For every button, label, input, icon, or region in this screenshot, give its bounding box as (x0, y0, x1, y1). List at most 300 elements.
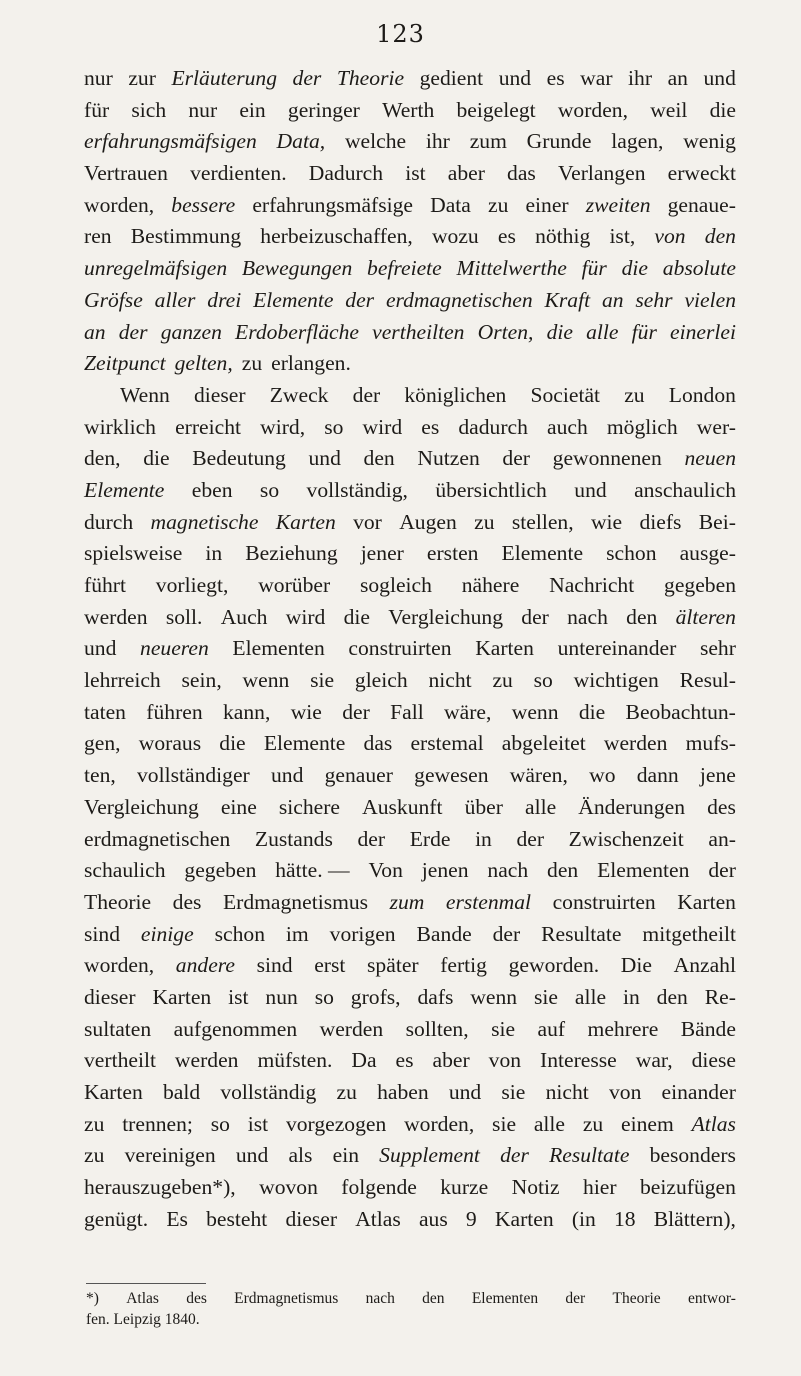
word: wovon (259, 1175, 318, 1200)
word: zu (241, 351, 263, 376)
word: sie (310, 668, 335, 693)
word: Karten (475, 636, 534, 661)
text-line (84, 792, 736, 824)
footnote-line (86, 1288, 736, 1309)
word: Erdmagnetismus (222, 889, 369, 914)
word: dafs (417, 984, 454, 1009)
word: diefs (639, 509, 682, 534)
word: Theorie (336, 66, 405, 90)
word: gegeben (184, 858, 257, 883)
word: sogleich (359, 573, 432, 597)
word: Augen (399, 509, 457, 534)
word: werden (603, 731, 668, 756)
word: stellen, (511, 509, 574, 534)
word: auch (547, 414, 588, 439)
word: wenn (511, 699, 559, 724)
text-line (84, 728, 736, 760)
footnote-word: Theorie (612, 1290, 661, 1307)
text-line (84, 1014, 736, 1046)
word: dieser (194, 382, 246, 407)
word: Beziehung (245, 541, 338, 566)
word: Karten (275, 509, 336, 534)
word: Beobachtun- (625, 699, 736, 724)
word: Resul- (679, 668, 736, 693)
word: Societät (530, 382, 601, 407)
word: genauer (324, 763, 393, 788)
page-number: 123 (376, 20, 425, 48)
word: sehr (699, 636, 736, 661)
word: Karten (494, 1206, 554, 1231)
word: besteht (206, 1206, 268, 1231)
word: der (342, 699, 370, 724)
word: gen, (84, 731, 121, 756)
word: welche (344, 129, 407, 154)
footnote (86, 1288, 736, 1330)
word: gewesen (414, 763, 489, 788)
word: erdmagnetischen (385, 287, 533, 312)
word: andere (175, 953, 235, 978)
word: das (507, 161, 536, 186)
word: sichere (278, 794, 341, 819)
word: Werth (382, 97, 435, 122)
word: nur (84, 66, 113, 90)
word: sein, (181, 668, 222, 693)
word: des (707, 794, 736, 819)
word: wären, (509, 763, 568, 788)
word: construirten (348, 636, 452, 661)
footnote-word: des (186, 1290, 207, 1307)
word: woraus (138, 731, 202, 756)
word: aber (447, 161, 485, 186)
word: zu (84, 1143, 105, 1168)
word: ten, (84, 763, 116, 788)
word: Nachricht (549, 573, 635, 597)
word: sich (131, 97, 167, 122)
word: es (421, 414, 440, 439)
word: worden, (84, 953, 155, 978)
word: übersichtlich (435, 477, 547, 502)
word: wie (290, 699, 322, 724)
word: verdienten. (190, 161, 287, 186)
word: wird, (260, 414, 306, 439)
word: zu (624, 382, 645, 407)
word: sehr (635, 287, 673, 312)
word: nicht (428, 668, 472, 693)
word: kann, (222, 699, 271, 724)
word: ihr (425, 129, 450, 154)
word: zum (389, 889, 425, 914)
word: die (219, 731, 246, 756)
word: spielsweise (84, 541, 183, 566)
word: Theorie (84, 889, 152, 914)
word: einerlei (670, 319, 736, 344)
word: einer (525, 192, 569, 217)
word: folgende (341, 1175, 417, 1200)
word: Bände (680, 1016, 736, 1041)
text-line (84, 126, 736, 158)
word: einem (621, 1111, 674, 1136)
word: haben (377, 1080, 429, 1104)
word: Data (430, 192, 471, 217)
word: Erde (409, 826, 451, 851)
word: war, (635, 1048, 673, 1073)
word: Bande (416, 921, 472, 946)
text-line (84, 919, 736, 951)
word: Grunde (526, 129, 592, 154)
word: schaulich (84, 858, 166, 883)
word: wenn (242, 668, 290, 693)
word: der (516, 826, 545, 851)
word: zu (474, 509, 495, 534)
word: und (498, 66, 532, 90)
word: Elementen (597, 858, 690, 883)
word: durch (84, 509, 134, 534)
word: gelten, (174, 351, 233, 376)
text-line (84, 665, 736, 697)
word: Zwischenzeit (568, 826, 684, 851)
word: die (709, 97, 736, 122)
body-text (84, 63, 736, 1235)
word: neuen (684, 446, 736, 471)
word: an (667, 66, 688, 90)
word: jene (699, 763, 736, 788)
word: Auskunft (362, 794, 443, 819)
word: ganzen (160, 319, 222, 344)
word: dieser (84, 984, 136, 1009)
word: eben (191, 477, 233, 502)
word: und (235, 1143, 269, 1168)
word: zum (469, 129, 507, 154)
word: mufs- (685, 731, 736, 756)
text-line (84, 443, 736, 475)
word: Es (166, 1206, 188, 1231)
footnote-word: Erdmagnetismus (234, 1290, 339, 1307)
word: neueren (140, 636, 209, 661)
text-line (84, 697, 736, 729)
text-line (84, 412, 736, 444)
word: alle (525, 794, 557, 819)
word: worüber (258, 573, 331, 597)
footnote-text: fen. Leipzig 1840. (86, 1311, 200, 1328)
word: Auch (220, 604, 268, 629)
word: Blättern), (653, 1206, 736, 1231)
word: königlichen (404, 382, 507, 407)
word: Elemente (501, 541, 584, 566)
word: die (578, 699, 606, 724)
text-line (84, 285, 736, 317)
word: Data, (276, 129, 326, 154)
word: alle (586, 319, 619, 344)
word: vereinigen (124, 1143, 216, 1168)
text-line (84, 633, 736, 665)
word: (in (571, 1206, 596, 1231)
text-line (84, 63, 736, 95)
text-line (84, 380, 736, 412)
word: alle (533, 1111, 566, 1136)
word: der (521, 604, 549, 629)
word: der (502, 446, 530, 471)
word: mitgetheilt (642, 921, 736, 946)
word: zu (84, 1111, 105, 1136)
word: vertheilt (84, 1048, 156, 1073)
word: sie (534, 984, 558, 1009)
text-line (84, 538, 736, 570)
word: schon (606, 541, 657, 566)
word: werden (319, 1016, 384, 1041)
word: alle (574, 984, 607, 1009)
word: Karten (677, 889, 736, 914)
word: jener (360, 541, 404, 566)
word: Verlangen (557, 161, 646, 186)
word: werden (84, 604, 148, 629)
word: sie (492, 1111, 517, 1136)
word: dadurch (458, 414, 528, 439)
word: Kraft (544, 287, 591, 312)
word: Elemente (263, 731, 346, 756)
footnote-word: nach (365, 1290, 395, 1307)
word: aber (432, 1048, 470, 1073)
word: abgeleitet (501, 731, 586, 756)
word: so (324, 414, 344, 439)
word: sie (491, 1016, 516, 1041)
word: sultaten (84, 1016, 152, 1041)
word: zu (492, 668, 513, 693)
word: 18 (614, 1206, 636, 1231)
footnote-word: *) (86, 1290, 99, 1307)
text-line (84, 887, 736, 919)
word: vollständiger (137, 763, 250, 788)
word: Dadurch (308, 161, 384, 186)
word: dann (636, 763, 679, 788)
text-line (84, 1045, 736, 1077)
word: gewonnenen (552, 446, 662, 471)
word: ihr (628, 66, 653, 90)
word: Zweck (269, 382, 329, 407)
word: Zeitpunct (84, 351, 166, 376)
word: müfsten. (257, 1048, 333, 1073)
word: genügt. (84, 1206, 149, 1231)
word: Da (351, 1048, 377, 1073)
word: taten (84, 699, 126, 724)
word: nöthig (535, 224, 591, 249)
word: ist (228, 984, 249, 1009)
word: für (84, 97, 110, 122)
word: Vertrauen (84, 161, 168, 186)
word: bald (162, 1080, 201, 1104)
word: den (656, 984, 688, 1009)
word: fertig (440, 953, 487, 978)
word: Bei- (698, 509, 736, 534)
word: der (345, 287, 375, 312)
word: einander (661, 1080, 736, 1104)
word: ist (405, 161, 426, 186)
word: und (84, 636, 117, 661)
word: anschaulich (634, 477, 736, 502)
word: für (581, 256, 607, 281)
word: des (172, 889, 202, 914)
word: Nutzen (417, 446, 480, 471)
word: Supplement (379, 1143, 480, 1168)
word: in (205, 541, 223, 566)
footnote-rule (86, 1283, 206, 1284)
word: erdmagnetischen (84, 826, 231, 851)
word: geringer (287, 97, 360, 122)
word: so (533, 668, 553, 693)
word: die (343, 604, 370, 629)
text-line (84, 1109, 736, 1141)
word: geworden. (508, 953, 600, 978)
word: Atlas (355, 1206, 401, 1231)
footnote-word: den (422, 1290, 445, 1307)
word: älteren (675, 604, 736, 629)
word: wozu (431, 224, 479, 249)
word: Anzahl (673, 953, 736, 978)
word: führt (84, 573, 126, 597)
text-line (84, 602, 736, 634)
text-line (84, 348, 736, 380)
word: den (363, 446, 395, 471)
word: in (475, 826, 492, 851)
word: der (352, 382, 381, 407)
text-line (84, 1172, 736, 1204)
text-line (84, 982, 736, 1014)
word: dieser (285, 1206, 338, 1231)
word: die (143, 446, 170, 471)
word: befreiete (367, 256, 442, 281)
word: vorliegt, (155, 573, 229, 597)
word: gleich (354, 668, 408, 693)
text-line (84, 950, 736, 982)
word: Mittelwerthe (456, 256, 567, 281)
word: die (621, 256, 648, 281)
word: construirten (552, 889, 656, 914)
word: sie (501, 1080, 526, 1104)
word: wäre, (444, 699, 492, 724)
word: auf (537, 1016, 566, 1041)
word: herauszugeben*), (84, 1175, 236, 1200)
word: grofs, (350, 984, 401, 1009)
word: nähere (461, 573, 520, 597)
word: von (608, 1080, 642, 1104)
text-line (84, 158, 736, 190)
word: wenn (470, 984, 518, 1009)
word: sind (84, 921, 120, 946)
word: wie (590, 509, 623, 534)
word: ersten (426, 541, 479, 566)
word: Die (620, 953, 652, 978)
word: vor (353, 509, 382, 534)
word: Resultate (549, 1143, 630, 1168)
word: es (497, 224, 516, 249)
text-line (84, 855, 736, 887)
word: schon (214, 921, 265, 946)
word: wird (285, 604, 326, 629)
word: erstenmal (445, 889, 532, 914)
word: erweckt (667, 161, 736, 186)
word: worden, (404, 1111, 475, 1136)
word: gegeben (664, 573, 736, 597)
word: später (367, 953, 419, 978)
word: den (704, 224, 736, 249)
word: trennen; (122, 1111, 193, 1136)
word: wird (362, 414, 403, 439)
word: London (668, 382, 736, 407)
word: aus (418, 1206, 448, 1231)
word: in (622, 984, 640, 1009)
word: an- (708, 826, 736, 851)
word: Erdoberfläche (235, 319, 359, 344)
word: absolute (662, 256, 736, 281)
word: wirklich (84, 414, 156, 439)
word: im (285, 921, 309, 946)
word: Von (368, 858, 403, 883)
word: worden, (84, 192, 155, 217)
word: Vergleichung (388, 604, 504, 629)
word: Änderungen (578, 794, 686, 819)
word: nach (487, 858, 529, 883)
word: so (259, 477, 280, 502)
footnote-word: entwor- (687, 1290, 736, 1307)
word: an (84, 319, 106, 344)
word: zweiten (585, 192, 651, 217)
word: Erläuterung (171, 66, 278, 90)
word: worden, (557, 97, 628, 122)
word: möglich (606, 414, 678, 439)
word: erst (314, 953, 346, 978)
word: über (464, 794, 503, 819)
text-line (84, 1140, 736, 1172)
word: das (363, 731, 393, 756)
word: Notiz (511, 1175, 560, 1200)
word: mehrere (587, 1016, 659, 1041)
word: und (703, 66, 736, 90)
word: führen (146, 699, 203, 724)
word: erfahrungsmäfsige (252, 192, 414, 217)
word: der (292, 66, 322, 90)
word: vertheilten (372, 319, 465, 344)
word: zu (487, 192, 509, 217)
word: der (492, 921, 521, 946)
word: Karten (84, 1080, 143, 1104)
word: Fall (390, 699, 424, 724)
word: der (118, 319, 148, 344)
word: die (546, 319, 573, 344)
word: und (308, 446, 341, 471)
word: erstemal (410, 731, 484, 756)
word: Wenn (120, 382, 170, 407)
word: soll. (165, 604, 203, 629)
word: von (654, 224, 686, 249)
word: Re- (704, 984, 736, 1009)
text-line (84, 317, 736, 349)
word: so (314, 984, 334, 1009)
text-line (84, 1204, 736, 1236)
word: Interesse (540, 1048, 617, 1073)
footnote-word: der (565, 1290, 586, 1307)
word: so (210, 1111, 230, 1136)
word: Gröfse (84, 287, 143, 312)
word: Karten (152, 984, 212, 1009)
word: sollten, (405, 1016, 469, 1041)
word: zu (582, 1111, 604, 1136)
word: zu (336, 1080, 357, 1104)
word: hier (583, 1175, 617, 1200)
word: werden (174, 1048, 239, 1073)
word: drei (207, 287, 242, 312)
word: vollständig, (306, 477, 408, 502)
word: Resultate (541, 921, 622, 946)
text-line (84, 95, 736, 127)
